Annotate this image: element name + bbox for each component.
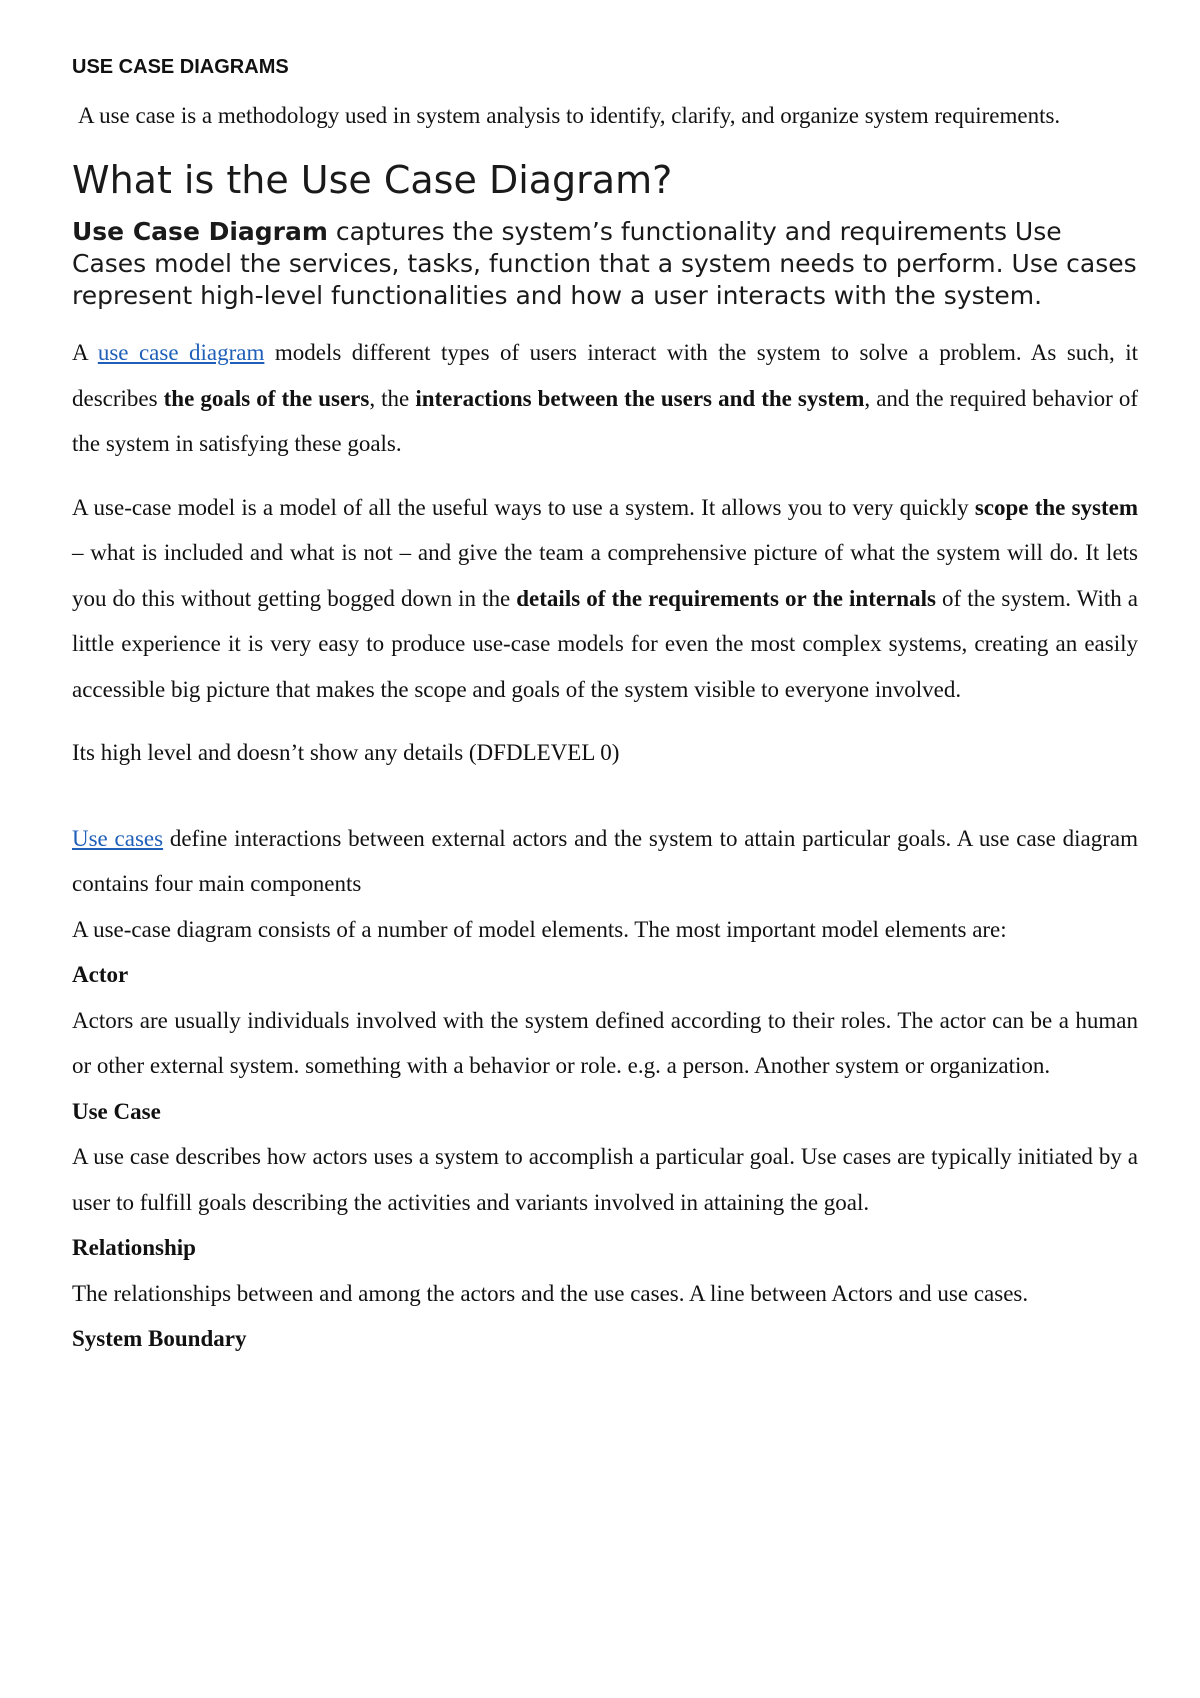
intro-paragraph: A use case is a methodology used in system analysis to identify, clarify, and organize system requirements. bbox=[78, 103, 1061, 128]
use-cases-link[interactable]: Use cases bbox=[72, 825, 164, 851]
summary-bold-term: Use Case Diagram bbox=[72, 217, 328, 246]
term-actor: Actor bbox=[72, 962, 129, 987]
p1-text-pre: A bbox=[72, 340, 98, 365]
p1-bold-interactions: interactions between the users and the system bbox=[415, 385, 865, 411]
p1-bold-goals: the goals of the users bbox=[163, 385, 370, 411]
summary-text: captures the system’s functionality and requirements Use Cases model the services, tasks, function that a system needs to perform. Use cases represent high-level functionalities and how a user interacts with the system. bbox=[72, 217, 1137, 310]
paragraph-use-case-model bbox=[72, 485, 1138, 713]
term-system-boundary: System Boundary bbox=[72, 1326, 247, 1351]
paragraph-use-case-diagram bbox=[72, 330, 1138, 467]
summary-paragraph bbox=[72, 216, 1138, 312]
p1-text-mid2: , the bbox=[369, 385, 416, 411]
page-heading: What is the Use Case Diagram? bbox=[72, 158, 673, 202]
p1-text-mid1: models different types of users interact with the system to solve a problem. As such, it describes bbox=[72, 340, 1139, 411]
p2-bold-scope: scope the system bbox=[974, 494, 1138, 520]
paragraph-high-level: Its high level and doesn’t show any details (DFDLEVEL 0) bbox=[72, 740, 620, 765]
desc-actor: Actors are usually individuals involved with the system defined according to their roles. The actor can be a human or other external system. something with a behavior or role. e.g. a person. Another system or organization. bbox=[72, 1007, 1138, 1078]
desc-use-case: A use case describes how actors uses a system to accomplish a particular goal. Use cases are typically initiated by a user to fulfill goals describing the activities and variants involved in attaining the goal. bbox=[72, 1144, 1138, 1215]
desc-relationship: The relationships between and among the actors and the use cases. A line between Actors and use cases. bbox=[72, 1280, 1029, 1306]
p4-text: define interactions between external actors and the system to attain particular goals. A use case diagram contains four main components bbox=[72, 825, 1139, 896]
term-use-case: Use Case bbox=[72, 1098, 161, 1124]
p1-text-post: , and the required behavior of the system in satisfying these goals. bbox=[72, 385, 1138, 456]
document-page bbox=[72, 56, 1138, 1362]
p2-text-3: of the system. With a little experience it is very easy to produce use-case models for even the most complex systems, creating an easily accessible big picture that makes the scope and goals of the system visible to everyone involved. bbox=[72, 585, 1139, 702]
paragraph-use-cases-define bbox=[72, 816, 1138, 907]
document-label: USE CASE DIAGRAMS bbox=[72, 56, 289, 78]
p2-bold-details: details of the requirements or the internals bbox=[516, 585, 936, 611]
use-case-diagram-link[interactable]: use case diagram bbox=[97, 340, 265, 365]
p2-text-2: – what is included and what is not – and give the team a comprehensive picture of what the system will do. It lets you do this without getting bogged down in the bbox=[72, 540, 1138, 611]
p2-text-1: A use-case model is a model of all the useful ways to use a system. It allows you to very quickly bbox=[72, 494, 975, 520]
term-relationship: Relationship bbox=[72, 1235, 196, 1260]
paragraph-model-elements: A use-case diagram consists of a number of model elements. The most important model elements are: bbox=[72, 916, 1007, 942]
